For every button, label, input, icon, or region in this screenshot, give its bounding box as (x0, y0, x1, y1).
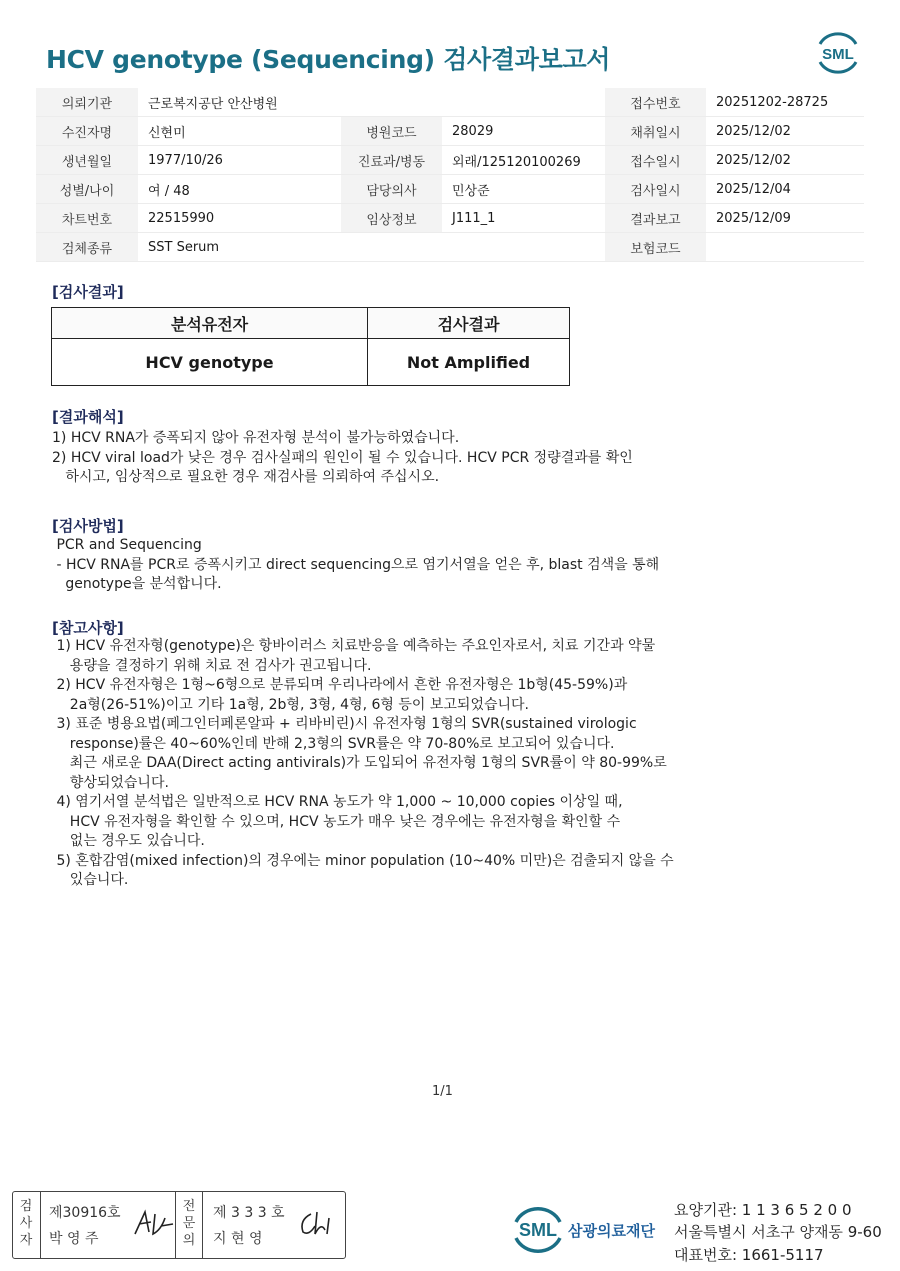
sml-logo-icon (508, 1198, 568, 1258)
foundation-name: 삼광의료재단 (568, 1222, 655, 1240)
institution-code: 요양기관: 1 1 3 6 5 2 0 0 (674, 1201, 852, 1219)
field-label: 임상정보 (341, 204, 442, 233)
field-value: 2025/12/02 (706, 117, 864, 146)
field-label: 진료과/병동 (341, 146, 442, 175)
examiner-license: 제30916호 (49, 1205, 121, 1221)
field-value: 28029 (442, 117, 605, 146)
patient-row (36, 117, 864, 146)
field-label: 접수일시 (605, 146, 706, 175)
signature-icon (295, 1206, 337, 1242)
svg-text:SML: SML (519, 1220, 557, 1240)
field-label: 수진자명 (36, 117, 138, 146)
phone-number: 대표번호: 1661-5117 (674, 1246, 824, 1264)
field-value: 2025/12/02 (706, 146, 864, 175)
result-heading: [검사결과] (52, 283, 124, 301)
report-title: HCV genotype (Sequencing) 검사결과보고서 (46, 45, 611, 74)
field-value: 외래/125120100269 (442, 146, 605, 175)
page-number: 1/1 (432, 1084, 453, 1099)
method-heading: [검사방법] (52, 517, 124, 535)
field-label: 의뢰기관 (36, 88, 138, 117)
field-value: J111_1 (442, 204, 605, 233)
field-label: 검사일시 (605, 175, 706, 204)
signature-box (12, 1191, 346, 1259)
patient-info-table (36, 88, 864, 262)
interpretation-text: 1) HCV RNA가 증폭되지 않아 유전자형 분석이 불가능하였습니다. 2) HCV viral load가 낮은 경우 검사실패의 원인이 될 수 있습니다. HCV PCR 정량결과를 확인 하시고, 임상적으로 필요한 경우 재검사를 의뢰하여 주십시오. (52, 430, 633, 485)
field-label: 접수번호 (605, 88, 706, 117)
gene-name: HCV genotype (52, 339, 368, 386)
field-value: 민상준 (442, 175, 605, 204)
field-value: 2025/12/09 (706, 204, 864, 233)
patient-row (36, 175, 864, 204)
field-value: SST Serum (138, 233, 605, 262)
column-header: 분석유전자 (52, 308, 368, 339)
specialist-license: 제 3 3 3 호 (213, 1205, 285, 1221)
field-label: 검체종류 (36, 233, 138, 262)
specialist-name: 지 현 영 (213, 1231, 263, 1247)
field-value: 신현미 (138, 117, 341, 146)
field-value: 22515990 (138, 204, 341, 233)
svg-text:SML: SML (822, 46, 854, 63)
patient-row (36, 204, 864, 233)
column-header: 검사결과 (368, 308, 570, 339)
patient-row (36, 88, 864, 117)
patient-row (36, 146, 864, 175)
field-value: 2025/12/04 (706, 175, 864, 204)
field-value: 1977/10/26 (138, 146, 341, 175)
field-label: 결과보고 (605, 204, 706, 233)
field-label: 성별/나이 (36, 175, 138, 204)
field-label: 채취일시 (605, 117, 706, 146)
result-value: Not Amplified (368, 339, 570, 386)
examiner-label: 검 사 자 (19, 1199, 33, 1248)
interpretation-heading: [결과해석] (52, 408, 124, 426)
field-value (706, 233, 864, 262)
result-table (51, 307, 570, 386)
address: 서울특별시 서초구 양재동 9-60 (674, 1223, 882, 1241)
table-row (52, 339, 570, 386)
field-label: 병원코드 (341, 117, 442, 146)
field-label: 생년월일 (36, 146, 138, 175)
specialist-label: 전 문 의 (182, 1199, 196, 1248)
field-label: 보험코드 (605, 233, 706, 262)
examiner-name: 박 영 주 (49, 1231, 99, 1247)
sml-logo-icon (812, 28, 864, 76)
field-label: 담당의사 (341, 175, 442, 204)
field-value: 20251202-28725 (706, 88, 864, 117)
method-text: PCR and Sequencing - HCV RNA를 PCR로 증폭시키고 direct sequencing으로 염기서열을 얻은 후, blast 검색을 통해 genotype을 분석합니다. (56, 537, 660, 592)
notes-text: 1) HCV 유전자형(genotype)은 항바이러스 치료반응을 예측하는 주요인자로서, 치료 기간과 약물 용량을 결정하기 위해 치료 전 검사가 권고됩니다. 2) HCV 유전자형은 1형~6형으로 분류되며 우리나라에서 흔한 유전자형은 1b형(45-59%)과 2a형(26-51%)이고 기타 1a형, 2b형, 3형, 4형, 6형 등이 보고되었습니다. 3) 표준 병용요법(페그인터페론알파 + 리바비린)시 유전자형 1형의 SVR(sustained virologic response)률은 40~60%인데 반해 2,3형의 SVR률은 약 70-80%로 보고되어 있습니다. 최근 새로운 DAA(Direct acting antivirals)가 도입되어 유전자형 1형의 SVR률이 약 80-99%로 향상되었습니다. 4) 염기서열 분석법은 일반적으로 HCV RNA 농도가 약 1,000 ~ 10,000 copies 이상일 때, HCV 유전자형을 확인할 수 있으며, HCV 농도가 매우 낮은 경우에는 유전자형을 확인할 수 없는 경우도 있습니다. 5) 혼합감염(mixed infection)의 경우에는 minor population (10~40% 미만)은 검출되지 않을 수 있습니다. (56, 638, 674, 888)
field-value: 여 / 48 (138, 175, 341, 204)
field-value: 근로복지공단 안산병원 (138, 88, 605, 117)
field-label: 차트번호 (36, 204, 138, 233)
notes-heading: [참고사항] (52, 619, 124, 637)
patient-row (36, 233, 864, 262)
signature-icon (131, 1206, 177, 1242)
